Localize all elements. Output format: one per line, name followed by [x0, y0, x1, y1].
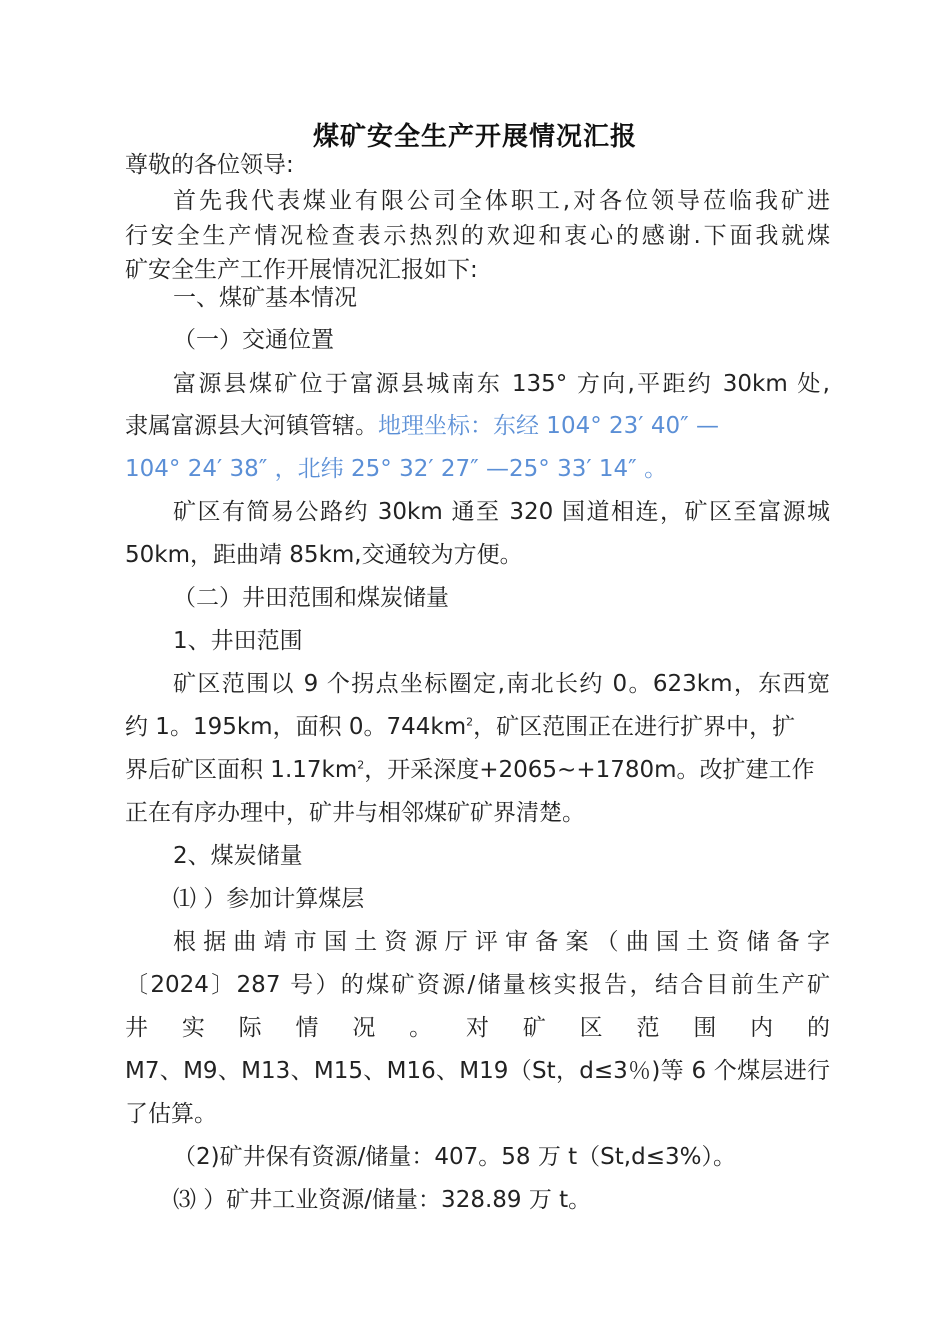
superscript-2: 2 — [357, 758, 365, 772]
range-line-4: 正在有序办理中，矿井与相邻煤矿矿界清楚。 — [125, 800, 585, 826]
basis-line-5: 了估算。 — [125, 1101, 217, 1127]
range-line-3 — [125, 755, 830, 785]
superscript-2: 2 — [466, 715, 474, 729]
section-heading-1: 一、煤矿基本情况 — [173, 285, 357, 311]
intro-line-1: 首先我代表煤业有限公司全体职工,对各位领导莅临我矿进 — [173, 188, 830, 214]
intro-line-2: 行安全生产情况检查表示热烈的欢迎和衷心的感谢.下面我就煤 — [125, 223, 830, 249]
range-line-1: 矿区范围以 9 个拐点坐标圈定,南北长约 0。623km，东西宽 — [173, 671, 830, 697]
coordinates-text-2: 104° 24′ 38″ ，北纬 25° 32′ 27″ —25° 33′ 14″ 。 — [125, 456, 668, 482]
road-line-1: 矿区有简易公路约 30km 通至 320 国道相连，矿区至富源城 — [173, 499, 830, 525]
item-retained-reserves: （2)矿井保有资源/储量：407。58 万 t（St,d≤3%）。 — [173, 1144, 736, 1170]
location-admin-text: 隶属富源县大河镇管辖。 — [125, 413, 378, 439]
subsection-field-range: （二）井田范围和煤炭储量 — [173, 585, 449, 611]
range-depth-text: ，开采深度+2065~+1780m。改扩建工作 — [364, 757, 815, 783]
item-coal-seams: ⑴ ）参加计算煤层 — [173, 886, 365, 912]
page-title: 煤矿安全生产开展情况汇报 — [312, 122, 637, 152]
subsection-traffic: （一）交通位置 — [173, 327, 334, 353]
range-line-2 — [125, 712, 830, 742]
basis-line-3: 井 实 际 情 况 。 对 矿 区 范 围 内 的 — [125, 1015, 830, 1041]
range-area-text: 约 1。195km，面积 0。744km — [125, 714, 467, 740]
basis-line-2: 〔2024〕287 号）的煤矿资源/储量核实报告，结合目前生产矿 — [125, 972, 830, 998]
greeting: 尊敬的各位领导: — [125, 152, 294, 178]
range-new-area-text: 界后矿区面积 1.17km — [125, 757, 358, 783]
coordinates-text-1: 地理坐标：东经 104° 23′ 40″ — — [378, 413, 719, 439]
basis-line-1: 根据曲靖市国土资源厅评审备案（曲国土资储备字 — [173, 929, 830, 955]
location-line-1: 富源县煤矿位于富源县城南东 135° 方向,平距约 30km 处, — [173, 371, 830, 397]
item-industrial-reserves: ⑶ ）矿井工业资源/储量：328.89 万 t。 — [173, 1187, 592, 1213]
item-coal-reserves: 2、煤炭储量 — [173, 843, 303, 869]
location-line-2 — [125, 411, 830, 441]
item-field-range: 1、井田范围 — [173, 628, 303, 654]
range-expansion-text: ，矿区范围正在进行扩界中，扩 — [473, 714, 796, 740]
road-line-2: 50km，距曲靖 85km,交通较为方便。 — [125, 542, 523, 568]
intro-line-3: 矿安全生产工作开展情况汇报如下: — [125, 257, 478, 283]
basis-line-4: M7、M9、M13、M15、M16、M19（St，d≤3％)等 6 个煤层进行 — [125, 1058, 830, 1084]
